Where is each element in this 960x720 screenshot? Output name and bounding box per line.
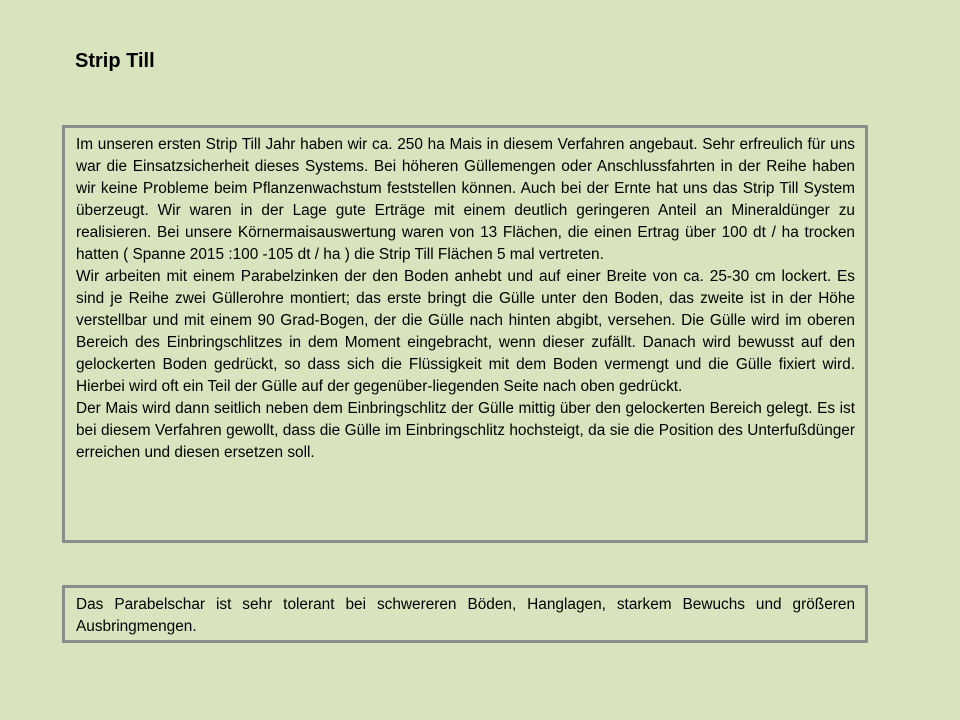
paragraph-method: Wir arbeiten mit einem Parabelzinken der den Boden anhebt und auf einer Breite von ca. 25-30 cm lockert. Es sind je Reihe zwei Güllerohre montiert; das erste bringt die Gülle unter den Boden, das zweite ist in der Höhe verstellbar und mit einem 90 Grad-Bogen, der die Gülle nach hinten abgibt, versehen. Die Gülle wird im oberen Bereich des Einbringschlitzes in dem Moment eingebracht, wenn dieser zufällt. Danach wird bewusst auf den gelockerten Boden gedrückt, so dass sich die Flüssigkeit mit dem Boden vermengt und die Gülle fixiert wird. Hierbei wird oft ein Teil der Gülle auf der gegenüber-liegenden Seite nach oben gedrückt.: [76, 268, 855, 395]
note-paragraph: Das Parabelschar ist sehr tolerant bei schwereren Böden, Hanglagen, starkem Bewuchs und größeren Ausbringmengen.: [76, 596, 855, 635]
paragraph-experience: Im unseren ersten Strip Till Jahr haben wir ca. 250 ha Mais in diesem Verfahren angebaut. Sehr erfreulich für uns war die Einsatzsicherheit dieses Systems. Bei höheren Güllemengen oder Anschlussfahrten in der Reihe haben wir keine Probleme beim Pflanzenwachstum feststellen können. Auch bei der Ernte hat uns das Strip Till System überzeugt. Wir waren in der Lage gute Erträge mit einem deutlich geringeren Anteil an Mineraldünger zu realisieren. Bei unsere Körnermaisauswertung waren von 13 Flächen, die einen Ertrag über 100 dt / ha trocken hatten ( Spanne 2015 :100 -105 dt / ha ) die Strip Till Flächen 5 mal vertreten.: [76, 136, 855, 263]
main-text-box: [62, 125, 868, 543]
page-title: Strip Till: [75, 50, 155, 72]
note-text-box: [62, 585, 868, 643]
paragraph-seeding: Der Mais wird dann seitlich neben dem Einbringschlitz der Gülle mittig über den gelockerten Bereich gelegt. Es ist bei diesem Verfahren gewollt, dass die Gülle im Einbringschlitz hochsteigt, da sie die Position des Unterfußdünger erreichen und diesen ersetzen soll.: [76, 400, 855, 461]
